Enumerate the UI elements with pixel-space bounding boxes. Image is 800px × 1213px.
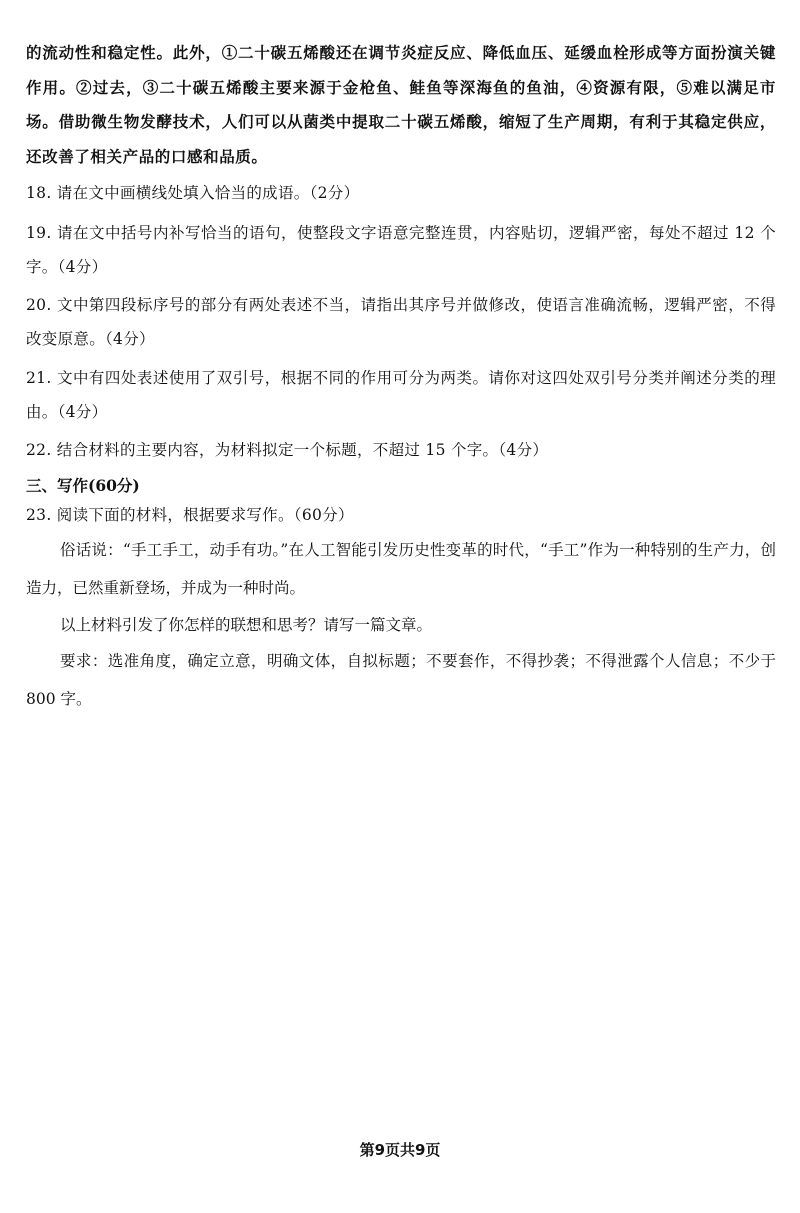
writing-material: 俗话说：“手工手工，动手有功。”在人工智能引发历史性变革的时代，“手工”作为一种特别的生产力，创造力，已然重新登场，并成为一种时尚。 [26, 541, 776, 597]
question-20: 20. 文中第四段标序号的部分有两处表述不当，请指出其序号并做修改，使语言准确流畅，逻辑严密，不得改变原意。（4分） [26, 296, 776, 348]
question-21: 21. 文中有四处表述使用了双引号，根据不同的作用可分为两类。请你对这四处双引号分类并阐述分类的理由。（4分） [26, 369, 776, 421]
question-22: 22. 结合材料的主要内容，为材料拟定一个标题，不超过 15 个字。（4分） [26, 441, 549, 459]
section-writing-title: 三、写作(60分) [26, 476, 140, 495]
writing-prompt: 以上材料引发了你怎样的联想和思考？请写一篇文章。 [60, 616, 433, 634]
question-23: 23. 阅读下面的材料，根据要求写作。（60分） [26, 506, 354, 524]
page-number: 第9页共9页 [359, 1141, 441, 1159]
writing-requirements: 要求：选准角度，确定立意，明确文体，自拟标题；不要套作，不得抄袭；不得泄露个人信息；不少于 800 字。 [26, 652, 776, 708]
question-19: 19. 请在文中括号内补写恰当的语句，使整段文字语意完整连贯，内容贴切，逻辑严密，每处不超过 12 个字。（4分） [26, 224, 776, 276]
reading-passage: 的流动性和稳定性。此外，①二十碳五烯酸还在调节炎症反应、降低血压、延缓血栓形成等方面扮演关键作用。②过去，③二十碳五烯酸主要来源于金枪鱼、鲑鱼等深海鱼的鱼油，④资源有限，⑤难以满足市场。借助微生物发酵技术，人们可以从菌类中提取二十碳五烯酸，缩短了生产周期，有利于其稳定供应，还改善了相关产品的口感和品质。 [26, 43, 776, 166]
question-18: 18. 请在文中画横线处填入恰当的成语。（2分） [26, 184, 360, 202]
